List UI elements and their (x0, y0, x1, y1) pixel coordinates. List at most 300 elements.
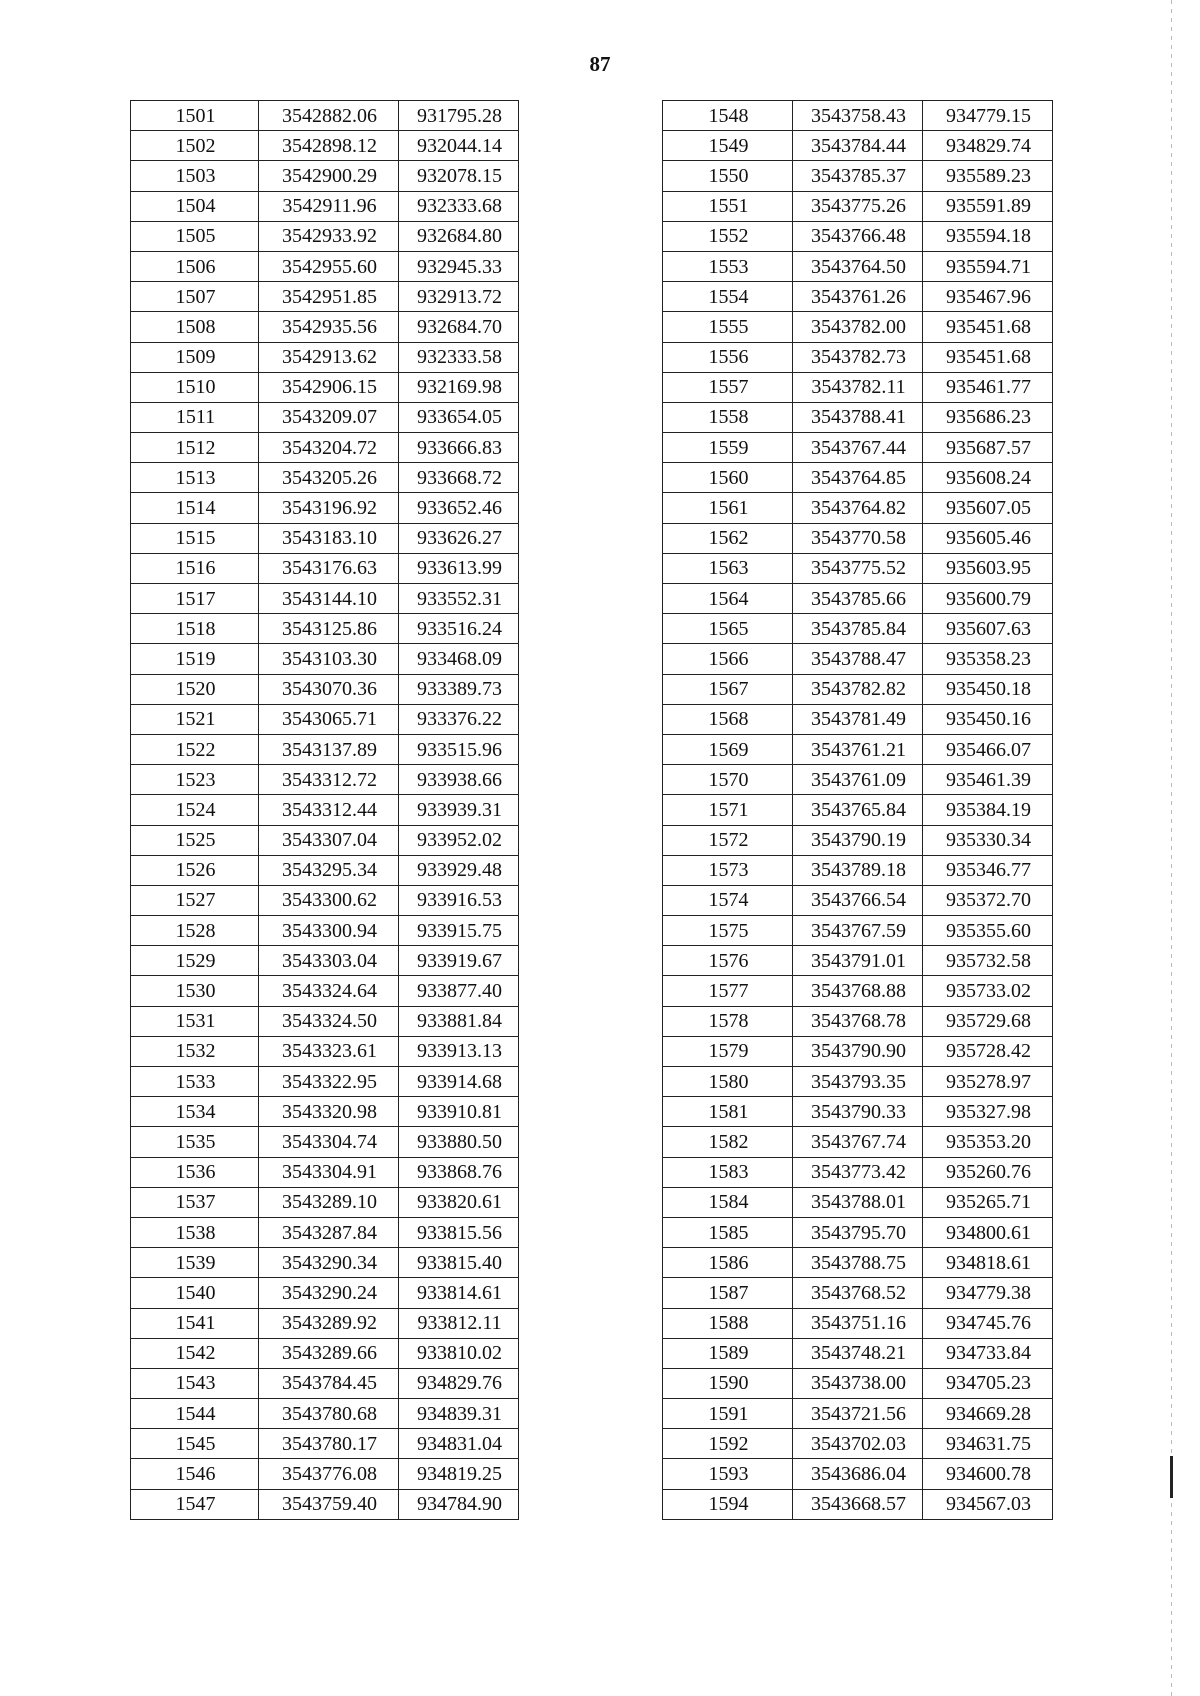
point-id-cell: 1542 (131, 1338, 259, 1368)
y-coordinate-cell: 934839.31 (399, 1399, 519, 1429)
x-coordinate-cell: 3543775.52 (793, 553, 923, 583)
x-coordinate-cell: 3543196.92 (259, 493, 399, 523)
table-row (131, 1067, 519, 1097)
x-coordinate-cell: 3543304.91 (259, 1157, 399, 1187)
point-id-cell: 1521 (131, 704, 259, 734)
x-coordinate-cell: 3543303.04 (259, 946, 399, 976)
y-coordinate-cell: 933814.61 (399, 1278, 519, 1308)
y-coordinate-cell: 933914.68 (399, 1067, 519, 1097)
y-coordinate-cell: 933820.61 (399, 1187, 519, 1217)
point-id-cell: 1551 (663, 191, 793, 221)
x-coordinate-cell: 3543764.85 (793, 463, 923, 493)
y-coordinate-cell: 933376.22 (399, 704, 519, 734)
point-id-cell: 1510 (131, 372, 259, 402)
x-coordinate-cell: 3543761.21 (793, 734, 923, 764)
table-row (663, 493, 1053, 523)
x-coordinate-cell: 3543295.34 (259, 855, 399, 885)
table-row (663, 282, 1053, 312)
x-coordinate-cell: 3543764.50 (793, 251, 923, 281)
table-row (663, 765, 1053, 795)
y-coordinate-cell: 932044.14 (399, 131, 519, 161)
y-coordinate-cell: 933952.02 (399, 825, 519, 855)
point-id-cell: 1508 (131, 312, 259, 342)
table-row (663, 885, 1053, 915)
point-id-cell: 1511 (131, 402, 259, 432)
x-coordinate-cell: 3543322.95 (259, 1067, 399, 1097)
x-coordinate-cell: 3543758.43 (793, 101, 923, 131)
table-row (663, 614, 1053, 644)
point-id-cell: 1559 (663, 433, 793, 463)
x-coordinate-cell: 3543785.84 (793, 614, 923, 644)
y-coordinate-cell: 933613.99 (399, 553, 519, 583)
point-id-cell: 1584 (663, 1187, 793, 1217)
point-id-cell: 1528 (131, 916, 259, 946)
table-row (131, 855, 519, 885)
x-coordinate-cell: 3543767.74 (793, 1127, 923, 1157)
y-coordinate-cell: 934829.74 (923, 131, 1053, 161)
x-coordinate-cell: 3543686.04 (793, 1459, 923, 1489)
point-id-cell: 1552 (663, 221, 793, 251)
x-coordinate-cell: 3542906.15 (259, 372, 399, 402)
x-coordinate-cell: 3543721.56 (793, 1399, 923, 1429)
table-row (131, 1278, 519, 1308)
y-coordinate-cell: 935607.63 (923, 614, 1053, 644)
table-row (663, 976, 1053, 1006)
y-coordinate-cell: 934784.90 (399, 1489, 519, 1519)
table-row (131, 101, 519, 131)
y-coordinate-cell: 935260.76 (923, 1157, 1053, 1187)
x-coordinate-cell: 3543784.45 (259, 1368, 399, 1398)
point-id-cell: 1532 (131, 1036, 259, 1066)
point-id-cell: 1527 (131, 885, 259, 915)
x-coordinate-cell: 3543788.41 (793, 402, 923, 432)
table-row (663, 1187, 1053, 1217)
point-id-cell: 1539 (131, 1248, 259, 1278)
table-row (131, 614, 519, 644)
y-coordinate-cell: 935591.89 (923, 191, 1053, 221)
point-id-cell: 1554 (663, 282, 793, 312)
table-row (131, 1036, 519, 1066)
coordinates-table-left (130, 100, 519, 1520)
x-coordinate-cell: 3543782.73 (793, 342, 923, 372)
x-coordinate-cell: 3542911.96 (259, 191, 399, 221)
table-row (131, 916, 519, 946)
x-coordinate-cell: 3543144.10 (259, 584, 399, 614)
point-id-cell: 1563 (663, 553, 793, 583)
x-coordinate-cell: 3543761.09 (793, 765, 923, 795)
point-id-cell: 1579 (663, 1036, 793, 1066)
y-coordinate-cell: 933626.27 (399, 523, 519, 553)
x-coordinate-cell: 3543790.19 (793, 825, 923, 855)
x-coordinate-cell: 3543289.10 (259, 1187, 399, 1217)
y-coordinate-cell: 935594.18 (923, 221, 1053, 251)
point-id-cell: 1541 (131, 1308, 259, 1338)
y-coordinate-cell: 935358.23 (923, 644, 1053, 674)
table-row (131, 191, 519, 221)
point-id-cell: 1577 (663, 976, 793, 1006)
point-id-cell: 1514 (131, 493, 259, 523)
point-id-cell: 1548 (663, 101, 793, 131)
point-id-cell: 1580 (663, 1067, 793, 1097)
x-coordinate-cell: 3543290.24 (259, 1278, 399, 1308)
y-coordinate-cell: 935608.24 (923, 463, 1053, 493)
table-row (131, 1187, 519, 1217)
y-coordinate-cell: 933938.66 (399, 765, 519, 795)
point-id-cell: 1575 (663, 916, 793, 946)
x-coordinate-cell: 3543324.50 (259, 1006, 399, 1036)
y-coordinate-cell: 932078.15 (399, 161, 519, 191)
x-coordinate-cell: 3543323.61 (259, 1036, 399, 1066)
x-coordinate-cell: 3543065.71 (259, 704, 399, 734)
point-id-cell: 1506 (131, 251, 259, 281)
point-id-cell: 1574 (663, 885, 793, 915)
y-coordinate-cell: 934705.23 (923, 1368, 1053, 1398)
table-row (663, 1429, 1053, 1459)
table-row (663, 402, 1053, 432)
point-id-cell: 1573 (663, 855, 793, 885)
table-row (131, 161, 519, 191)
x-coordinate-cell: 3543767.59 (793, 916, 923, 946)
table-row (663, 825, 1053, 855)
x-coordinate-cell: 3543300.62 (259, 885, 399, 915)
point-id-cell: 1540 (131, 1278, 259, 1308)
y-coordinate-cell: 934800.61 (923, 1217, 1053, 1247)
x-coordinate-cell: 3543312.44 (259, 795, 399, 825)
x-coordinate-cell: 3543751.16 (793, 1308, 923, 1338)
x-coordinate-cell: 3543761.26 (793, 282, 923, 312)
table-row (131, 1217, 519, 1247)
point-id-cell: 1581 (663, 1097, 793, 1127)
table-row (131, 1097, 519, 1127)
point-id-cell: 1570 (663, 765, 793, 795)
table-row (663, 674, 1053, 704)
table-row (663, 1248, 1053, 1278)
point-id-cell: 1503 (131, 161, 259, 191)
y-coordinate-cell: 932684.70 (399, 312, 519, 342)
point-id-cell: 1549 (663, 131, 793, 161)
y-coordinate-cell: 933810.02 (399, 1338, 519, 1368)
point-id-cell: 1550 (663, 161, 793, 191)
table-row (131, 1459, 519, 1489)
y-coordinate-cell: 934631.75 (923, 1429, 1053, 1459)
point-id-cell: 1502 (131, 131, 259, 161)
y-coordinate-cell: 933815.40 (399, 1248, 519, 1278)
y-coordinate-cell: 934818.61 (923, 1248, 1053, 1278)
x-coordinate-cell: 3543748.21 (793, 1338, 923, 1368)
x-coordinate-cell: 3542933.92 (259, 221, 399, 251)
y-coordinate-cell: 933881.84 (399, 1006, 519, 1036)
point-id-cell: 1587 (663, 1278, 793, 1308)
point-id-cell: 1531 (131, 1006, 259, 1036)
table-row (663, 1036, 1053, 1066)
y-coordinate-cell: 932333.68 (399, 191, 519, 221)
point-id-cell: 1569 (663, 734, 793, 764)
point-id-cell: 1513 (131, 463, 259, 493)
point-id-cell: 1544 (131, 1399, 259, 1429)
point-id-cell: 1535 (131, 1127, 259, 1157)
table-row (663, 101, 1053, 131)
x-coordinate-cell: 3542951.85 (259, 282, 399, 312)
y-coordinate-cell: 933880.50 (399, 1127, 519, 1157)
table-row (131, 1399, 519, 1429)
table-row (663, 734, 1053, 764)
y-coordinate-cell: 933929.48 (399, 855, 519, 885)
y-coordinate-cell: 935372.70 (923, 885, 1053, 915)
y-coordinate-cell: 933919.67 (399, 946, 519, 976)
x-coordinate-cell: 3543768.88 (793, 976, 923, 1006)
table-row (131, 734, 519, 764)
y-coordinate-cell: 935603.95 (923, 553, 1053, 583)
y-coordinate-cell: 932684.80 (399, 221, 519, 251)
y-coordinate-cell: 933868.76 (399, 1157, 519, 1187)
table-row (663, 1368, 1053, 1398)
y-coordinate-cell: 935733.02 (923, 976, 1053, 1006)
y-coordinate-cell: 935265.71 (923, 1187, 1053, 1217)
point-id-cell: 1571 (663, 795, 793, 825)
y-coordinate-cell: 935451.68 (923, 312, 1053, 342)
table-row (663, 1308, 1053, 1338)
x-coordinate-cell: 3543782.82 (793, 674, 923, 704)
x-coordinate-cell: 3543785.66 (793, 584, 923, 614)
y-coordinate-cell: 935461.39 (923, 765, 1053, 795)
table-row (663, 916, 1053, 946)
y-coordinate-cell: 933552.31 (399, 584, 519, 614)
table-row (131, 1127, 519, 1157)
point-id-cell: 1567 (663, 674, 793, 704)
x-coordinate-cell: 3543791.01 (793, 946, 923, 976)
point-id-cell: 1523 (131, 765, 259, 795)
point-id-cell: 1568 (663, 704, 793, 734)
table-row (663, 221, 1053, 251)
y-coordinate-cell: 935451.68 (923, 342, 1053, 372)
point-id-cell: 1545 (131, 1429, 259, 1459)
scan-edge-mark (1170, 1456, 1173, 1498)
table-row (663, 704, 1053, 734)
point-id-cell: 1536 (131, 1157, 259, 1187)
table-row (663, 1097, 1053, 1127)
point-id-cell: 1594 (663, 1489, 793, 1519)
x-coordinate-cell: 3543782.11 (793, 372, 923, 402)
point-id-cell: 1555 (663, 312, 793, 342)
x-coordinate-cell: 3542955.60 (259, 251, 399, 281)
y-coordinate-cell: 933913.13 (399, 1036, 519, 1066)
y-coordinate-cell: 935355.60 (923, 916, 1053, 946)
x-coordinate-cell: 3543785.37 (793, 161, 923, 191)
y-coordinate-cell: 934829.76 (399, 1368, 519, 1398)
y-coordinate-cell: 933815.56 (399, 1217, 519, 1247)
table-row (131, 674, 519, 704)
x-coordinate-cell: 3543287.84 (259, 1217, 399, 1247)
y-coordinate-cell: 935330.34 (923, 825, 1053, 855)
point-id-cell: 1530 (131, 976, 259, 1006)
point-id-cell: 1515 (131, 523, 259, 553)
y-coordinate-cell: 935384.19 (923, 795, 1053, 825)
point-id-cell: 1505 (131, 221, 259, 251)
y-coordinate-cell: 934745.76 (923, 1308, 1053, 1338)
y-coordinate-cell: 935466.07 (923, 734, 1053, 764)
y-coordinate-cell: 934831.04 (399, 1429, 519, 1459)
y-coordinate-cell: 935450.18 (923, 674, 1053, 704)
point-id-cell: 1526 (131, 855, 259, 885)
y-coordinate-cell: 932169.98 (399, 372, 519, 402)
point-id-cell: 1560 (663, 463, 793, 493)
table-row (131, 1006, 519, 1036)
table-row (131, 523, 519, 553)
table-row (131, 372, 519, 402)
x-coordinate-cell: 3543759.40 (259, 1489, 399, 1519)
table-row (131, 1368, 519, 1398)
y-coordinate-cell: 933915.75 (399, 916, 519, 946)
x-coordinate-cell: 3543795.70 (793, 1217, 923, 1247)
table-row (663, 553, 1053, 583)
y-coordinate-cell: 935607.05 (923, 493, 1053, 523)
point-id-cell: 1525 (131, 825, 259, 855)
point-id-cell: 1504 (131, 191, 259, 221)
x-coordinate-cell: 3543307.04 (259, 825, 399, 855)
y-coordinate-cell: 934600.78 (923, 1459, 1053, 1489)
y-coordinate-cell: 935461.77 (923, 372, 1053, 402)
table-row (663, 523, 1053, 553)
table-row (663, 251, 1053, 281)
y-coordinate-cell: 932333.58 (399, 342, 519, 372)
x-coordinate-cell: 3543137.89 (259, 734, 399, 764)
page-number: 87 (589, 52, 611, 76)
point-id-cell: 1547 (131, 1489, 259, 1519)
point-id-cell: 1556 (663, 342, 793, 372)
point-id-cell: 1516 (131, 553, 259, 583)
y-coordinate-cell: 933666.83 (399, 433, 519, 463)
point-id-cell: 1543 (131, 1368, 259, 1398)
point-id-cell: 1582 (663, 1127, 793, 1157)
table-row (663, 1127, 1053, 1157)
x-coordinate-cell: 3543788.01 (793, 1187, 923, 1217)
y-coordinate-cell: 933468.09 (399, 644, 519, 674)
point-id-cell: 1557 (663, 372, 793, 402)
point-id-cell: 1562 (663, 523, 793, 553)
x-coordinate-cell: 3543702.03 (793, 1429, 923, 1459)
y-coordinate-cell: 933516.24 (399, 614, 519, 644)
point-id-cell: 1566 (663, 644, 793, 674)
x-coordinate-cell: 3542882.06 (259, 101, 399, 131)
table-row (131, 1308, 519, 1338)
point-id-cell: 1593 (663, 1459, 793, 1489)
x-coordinate-cell: 3543776.08 (259, 1459, 399, 1489)
y-coordinate-cell: 935728.42 (923, 1036, 1053, 1066)
point-id-cell: 1590 (663, 1368, 793, 1398)
x-coordinate-cell: 3543770.58 (793, 523, 923, 553)
x-coordinate-cell: 3543304.74 (259, 1127, 399, 1157)
table-row (663, 795, 1053, 825)
x-coordinate-cell: 3543765.84 (793, 795, 923, 825)
table-row (131, 1248, 519, 1278)
y-coordinate-cell: 935605.46 (923, 523, 1053, 553)
x-coordinate-cell: 3543793.35 (793, 1067, 923, 1097)
x-coordinate-cell: 3543300.94 (259, 916, 399, 946)
point-id-cell: 1589 (663, 1338, 793, 1368)
y-coordinate-cell: 935732.58 (923, 946, 1053, 976)
x-coordinate-cell: 3543103.30 (259, 644, 399, 674)
x-coordinate-cell: 3543790.33 (793, 1097, 923, 1127)
y-coordinate-cell: 933652.46 (399, 493, 519, 523)
y-coordinate-cell: 935687.57 (923, 433, 1053, 463)
x-coordinate-cell: 3543767.44 (793, 433, 923, 463)
y-coordinate-cell: 935353.20 (923, 1127, 1053, 1157)
x-coordinate-cell: 3543290.34 (259, 1248, 399, 1278)
table-row (663, 433, 1053, 463)
coordinates-table-right (662, 100, 1053, 1520)
point-id-cell: 1524 (131, 795, 259, 825)
point-id-cell: 1520 (131, 674, 259, 704)
table-row (663, 1278, 1053, 1308)
y-coordinate-cell: 935278.97 (923, 1067, 1053, 1097)
point-id-cell: 1553 (663, 251, 793, 281)
point-id-cell: 1517 (131, 584, 259, 614)
table-row (663, 1006, 1053, 1036)
table-row (131, 584, 519, 614)
y-coordinate-cell: 933910.81 (399, 1097, 519, 1127)
table-row (131, 885, 519, 915)
table-row (131, 704, 519, 734)
x-coordinate-cell: 3543289.66 (259, 1338, 399, 1368)
x-coordinate-cell: 3543781.49 (793, 704, 923, 734)
point-id-cell: 1586 (663, 1248, 793, 1278)
y-coordinate-cell: 932945.33 (399, 251, 519, 281)
y-coordinate-cell: 934819.25 (399, 1459, 519, 1489)
table-row (131, 976, 519, 1006)
y-coordinate-cell: 934733.84 (923, 1338, 1053, 1368)
table-row (131, 946, 519, 976)
x-coordinate-cell: 3543312.72 (259, 765, 399, 795)
y-coordinate-cell: 934567.03 (923, 1489, 1053, 1519)
x-coordinate-cell: 3542900.29 (259, 161, 399, 191)
x-coordinate-cell: 3543320.98 (259, 1097, 399, 1127)
x-coordinate-cell: 3543780.68 (259, 1399, 399, 1429)
table-row (131, 1338, 519, 1368)
y-coordinate-cell: 933654.05 (399, 402, 519, 432)
x-coordinate-cell: 3543764.82 (793, 493, 923, 523)
point-id-cell: 1519 (131, 644, 259, 674)
point-id-cell: 1534 (131, 1097, 259, 1127)
x-coordinate-cell: 3543784.44 (793, 131, 923, 161)
x-coordinate-cell: 3543176.63 (259, 553, 399, 583)
x-coordinate-cell: 3542898.12 (259, 131, 399, 161)
table-row (131, 312, 519, 342)
x-coordinate-cell: 3543183.10 (259, 523, 399, 553)
point-id-cell: 1585 (663, 1217, 793, 1247)
point-id-cell: 1583 (663, 1157, 793, 1187)
y-coordinate-cell: 934779.15 (923, 101, 1053, 131)
point-id-cell: 1537 (131, 1187, 259, 1217)
table-row (131, 463, 519, 493)
point-id-cell: 1538 (131, 1217, 259, 1247)
point-id-cell: 1533 (131, 1067, 259, 1097)
x-coordinate-cell: 3543780.17 (259, 1429, 399, 1459)
point-id-cell: 1564 (663, 584, 793, 614)
table-row (663, 1459, 1053, 1489)
x-coordinate-cell: 3543668.57 (793, 1489, 923, 1519)
point-id-cell: 1529 (131, 946, 259, 976)
x-coordinate-cell: 3543773.42 (793, 1157, 923, 1187)
y-coordinate-cell: 935729.68 (923, 1006, 1053, 1036)
y-coordinate-cell: 935594.71 (923, 251, 1053, 281)
table-row (131, 1429, 519, 1459)
table-row (663, 191, 1053, 221)
point-id-cell: 1592 (663, 1429, 793, 1459)
y-coordinate-cell: 933389.73 (399, 674, 519, 704)
x-coordinate-cell: 3543789.18 (793, 855, 923, 885)
y-coordinate-cell: 932913.72 (399, 282, 519, 312)
table-row (663, 312, 1053, 342)
